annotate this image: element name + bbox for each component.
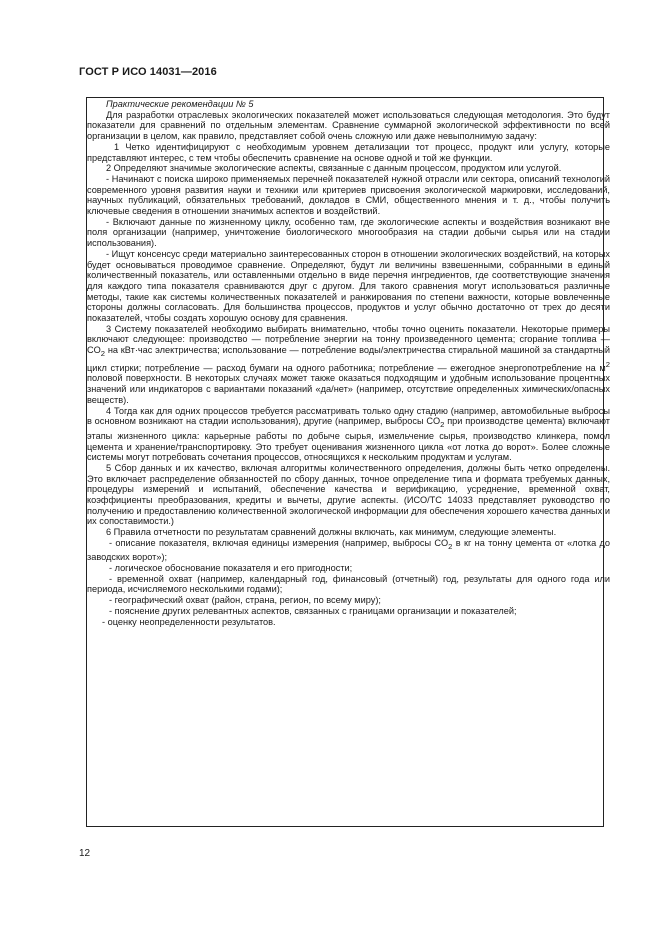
step-4: 4 Тогда как для одних процессов требуется рассматривать только одну стадию (например, автомобильные выбросы в основном возникают на стадии использования), другие (например, выбросы $CO_2$ при производстве цемента) включают этапы жизненного цикла: карьерные работы по добыче сырья, измельчение сырья, производство клинкера, помол цемента и хранение/транспортировку. Это требует оценивания жизненного цикла «от лотка до ворот». Более сложные системы могут потребовать сочетания процессов, относящихся к нескольким продуктам и услугам. <box>87 405 610 463</box>
list-item-uncertainty: - оценку неопределенности результатов. <box>102 616 276 627</box>
step-2-dash-b: - Включают данные по жизненному циклу, особенно там, где экологические аспекты и воздействия возникают вне поля организации (например, уничтожение биологического многообразия на стадии добычи сырья или на стадии использования). <box>87 216 610 249</box>
list-item-rationale: - логическое обоснование показателя и его пригодности; <box>109 563 353 574</box>
page-number: 12 <box>79 848 91 859</box>
recommendation-box <box>87 99 610 627</box>
step-6: 6 Правила отчетности по результатам сравнений должны включать, как минимум, следующие элементы. <box>106 527 557 538</box>
step-5: 5 Сбор данных и их качество, включая алгоритмы количественного определения, должны быть четко определены. Это включает распределение обязанностей по сбору данных, точное определение типа и формата требуемых данных, процедуры измерений и испытаний, обеспечение качества и верификацию, усреднение, временной охват, коэффициенты преобразования, кредиты и вычеты, другие аспекты. (ИСО/ТС 14033 представляет руководство по получению и предоставлению количественной экологической информации для обеспечения хорошего качества данных и их сопоставимости.) <box>87 462 610 527</box>
list-item-other-aspects: - пояснение других релевантных аспектов, связанных с границами организации и показателей; <box>109 605 517 616</box>
list-item-time-scope: - временной охват (например, календарный год, финансовый (отчетный) год, результаты для одного года или периода, исчисляемого несколькими годами); <box>87 573 610 595</box>
step-1: 1 Четко идентифицируют с необходимым уровнем детализации тот процесс, продукт или услугу, которые представляют интерес, с тем чтобы обеспечить сравнение на основе одной и той же функции. <box>87 141 610 163</box>
document-header: ГОСТ Р ИСО 14031—2016 <box>79 66 217 78</box>
step-2-dash-a: - Начинают с поиска широко применяемых перечней показателей нужной отрасли или сектора, описаний технологий современного уровня развития науки и техники или критериев присвоения экологической маркировки, исследований, научных публикаций, обязательных требований, докладов в СМИ, общественного мнения и т. д., чтобы получить ключевые сведения в отношении значимых аспектов и воздействий. <box>87 173 610 217</box>
step-3: 3 Систему показателей необходимо выбирать внимательно, чтобы точно оценить показатели. Некоторые примеры включают следующее: производство — потребление энергии на тонну произведенного цемента; сгорание топлива — $CO_2$ на кВт·час электричества; использование — потребление воды/электричества стиральной машиной за стандартный цикл стирки; потребление — расход бумаги на одного работника; потребление — ежегодное энергопотребление на $м^2$ половой поверхности. В некоторых случаях может также оказаться подходящим и удобным использование процентных значений или индикаторов с вариантами показаний «да/нет» (например, отсутствие определенных химических/опасных веществ). <box>87 323 610 405</box>
intro-paragraph: Для разработки отраслевых экологических показателей может использоваться следующая методология. Это будут показатели для сравнений по отдельным элементам. Сравнение суммарной экологической эффективности по всей организации в целом, как правило, представляет собой очень сложную или даже невыполнимую задачу: <box>87 109 610 142</box>
step-2: 2 Определяют значимые экологические аспекты, связанные с данным процессом, продуктом или услугой. <box>106 163 562 174</box>
list-item-description: - описание показателя, включая единицы измерения (например, выбросы $CO_2$ в кг на тонну цемента от «лотка до заводских ворот»); <box>87 537 610 563</box>
list-item-geo-scope: - географический охват (район, страна, регион, по всему миру); <box>109 595 381 606</box>
step-2-dash-c: - Ищут консенсус среди материально заинтересованных сторон в отношении экологических воздействий, на которых будет основываться проводимое сравнение. Определяют, будут ли величины взвешенными, собранными в единый количественный показатель, или оставленными отдельно в виде перечня ингредиентов, где соответствующие значения для каждого типа показателя сравниваются друг с другом. Для такого сравнения могут использоваться различные методы, такие как системы количественных показателей и ранжирования по степени важности, которые вовлеченные стороны должны согласовать. Для большинства процессов, продуктов и услуг обычно достаточно от трех до десяти показателей, чтобы создать хорошую основу для сравнения. <box>87 248 610 324</box>
box-title: Практические рекомендации № 5 <box>106 99 254 109</box>
